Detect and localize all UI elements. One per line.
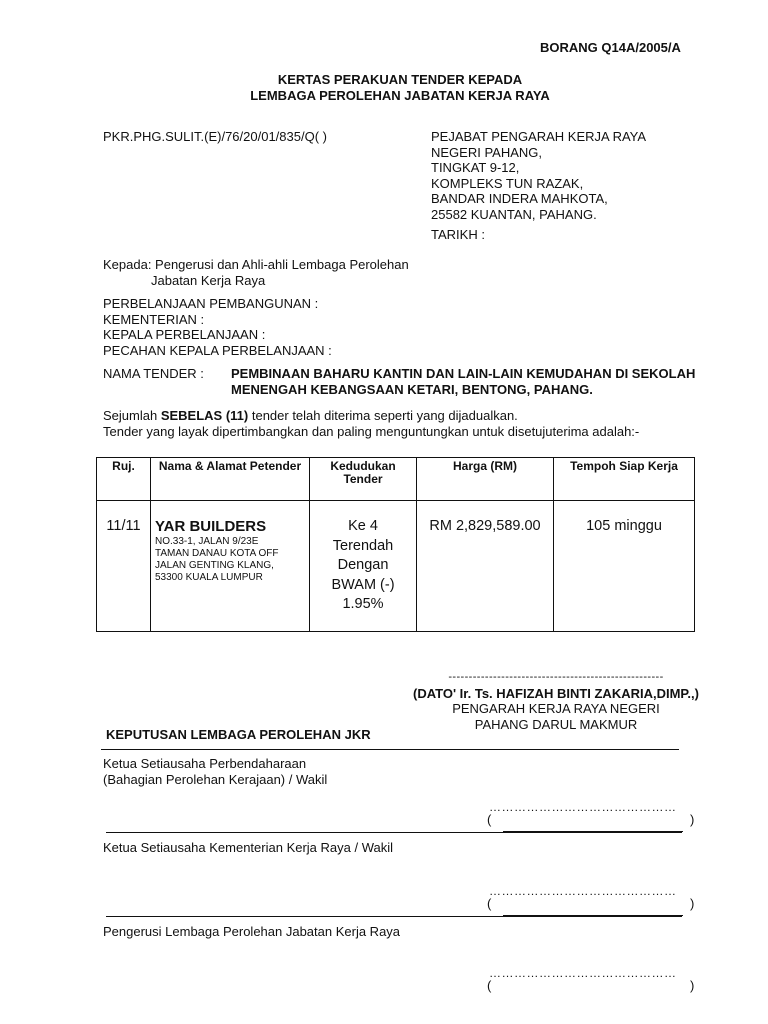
summary-line-2: Tender yang layak dipertimbangkan dan paling menguntungkan untuk disetujuterima adalah:-: [103, 423, 640, 439]
position-line: Terendah: [332, 537, 394, 554]
tender-name-line-1: PEMBINAAN BAHARU KANTIN DAN LAIN-LAIN KEMUDAHAN DI SEKOLAH: [231, 366, 696, 381]
title-line-1: KERTAS PERAKUAN TENDER KEPADA: [277, 72, 523, 87]
approver-signature-dots: ………………………………………: [489, 800, 677, 814]
summary-line-1: [103, 408, 639, 424]
approver-title-line: Pengerusi Lembaga Perolehan Jabatan Kerja Raya: [103, 924, 401, 939]
table-row: [97, 501, 695, 632]
date-label: TARIKH :: [431, 227, 485, 242]
address-line: 25582 KUANTAN, PAHANG.: [431, 206, 597, 222]
position-line: BWAM (-): [331, 576, 395, 593]
header-name-address: Nama & Alamat Petender: [151, 458, 310, 501]
reference-number: PKR.PHG.SULIT.(E)/76/20/01/835/Q( ): [103, 129, 327, 144]
field-expenditure-subhead: PECAHAN KEPALA PERBELANJAAN :: [103, 342, 332, 358]
contractor-address-line: NO.33-1, JALAN 9/23E: [155, 536, 259, 547]
field-ministry: KEMENTERIAN :: [103, 311, 205, 327]
cell-name-address: [151, 501, 310, 632]
header-ref: Ruj.: [97, 458, 151, 501]
cell-duration: 105 minggu: [554, 501, 695, 632]
cell-ref: 11/11: [97, 501, 151, 632]
decision-heading: KEPUTUSAN LEMBAGA PEROLEHAN JKR: [106, 727, 371, 742]
title-line-2: LEMBAGA PEROLEHAN JABATAN KERJA RAYA: [250, 87, 550, 103]
office-address: [431, 129, 646, 222]
cell-position: [310, 501, 417, 632]
cell-price: RM 2,829,589.00: [417, 501, 554, 632]
address-line: BANDAR INDERA MAHKOTA,: [431, 191, 608, 206]
signatory-title-1: PENGARAH KERJA RAYA NEGERI: [452, 701, 660, 716]
table-header-row: [97, 458, 695, 501]
section-divider: [101, 749, 679, 750]
recipient-line-2: Jabatan Kerja Raya: [151, 272, 266, 288]
contractor-address-line: 53300 KUALA LUMPUR: [155, 572, 263, 583]
section-divider: [106, 832, 682, 833]
summary-prefix: Sejumlah: [103, 408, 161, 423]
approver-name-close-paren: ): [690, 812, 695, 827]
recipient-line-1: Kepada: Pengerusi dan Ahli-ahli Lembaga Perolehan: [103, 257, 409, 272]
position-line: Ke 4: [348, 518, 378, 534]
approver-title-line: (Bahagian Perolehan Kerajaan) / Wakil: [103, 771, 328, 787]
approver-signature-dots: ………………………………………: [489, 966, 677, 980]
approver-title-line: Ketua Setiausaha Perbendaharaan: [103, 756, 307, 771]
tender-summary: [103, 408, 639, 439]
tender-name-label: NAMA TENDER :: [103, 366, 204, 381]
position-line: Dengan: [337, 557, 389, 573]
section-divider: [106, 916, 682, 917]
tender-count: SEBELAS (11): [160, 408, 249, 423]
contractor-address-line: TAMAN DANAU KOTA OFF: [155, 548, 279, 559]
approver-signature-dots: ………………………………………: [489, 884, 677, 898]
approver-name-open-paren: (: [487, 812, 492, 827]
header-price: Harga (RM): [417, 458, 554, 501]
signatory-title-2: PAHANG DARUL MAKMUR: [474, 716, 638, 732]
tender-name-line-2: MENENGAH KEBANGSAAN KETARI, BENTONG, PAHANG.: [231, 381, 593, 397]
address-line: KOMPLEKS TUN RAZAK,: [431, 175, 584, 191]
field-expenditure-head: KEPALA PERBELANJAAN :: [103, 327, 266, 342]
header-duration: Tempoh Siap Kerja: [554, 458, 695, 501]
approver-treasury: [103, 756, 327, 787]
approver-title-line: Ketua Setiausaha Kementerian Kerja Raya / Wakil: [103, 840, 394, 855]
summary-suffix: tender telah diterima seperti yang dijadualkan.: [248, 408, 518, 423]
signatory-name: (DATO' Ir. Ts. HAFIZAH BINTI ZAKARIA,DIMP.,): [413, 685, 699, 701]
approver-name-open-paren: (: [487, 978, 492, 993]
approver-ministry: [103, 840, 393, 856]
page-title: [0, 72, 768, 103]
tender-table: [96, 457, 695, 632]
expenditure-fields: [103, 296, 332, 358]
signatory-block: [400, 670, 712, 732]
position-line: 1.95%: [342, 596, 384, 612]
form-code: BORANG Q14A/2005/A: [540, 40, 681, 55]
signature-line: -----------------------------------------------------: [448, 671, 664, 683]
header-position: Kedudukan Tender: [310, 458, 417, 501]
approver-name-close-paren: ): [690, 978, 695, 993]
field-development-expenditure: PERBELANJAAN PEMBANGUNAN :: [103, 296, 319, 311]
approver-name-open-paren: (: [487, 896, 492, 911]
tender-name: [231, 366, 695, 397]
address-line: PEJABAT PENGARAH KERJA RAYA: [431, 129, 647, 144]
address-line: NEGERI PAHANG,: [431, 144, 543, 160]
contractor-address-line: JALAN GENTING KLANG,: [155, 560, 274, 571]
recipient: [103, 257, 409, 288]
approver-name-close-paren: ): [690, 896, 695, 911]
address-line: TINGKAT 9-12,: [431, 160, 520, 175]
contractor-name: YAR BUILDERS: [155, 518, 267, 535]
approver-board-chairman: [103, 924, 400, 940]
